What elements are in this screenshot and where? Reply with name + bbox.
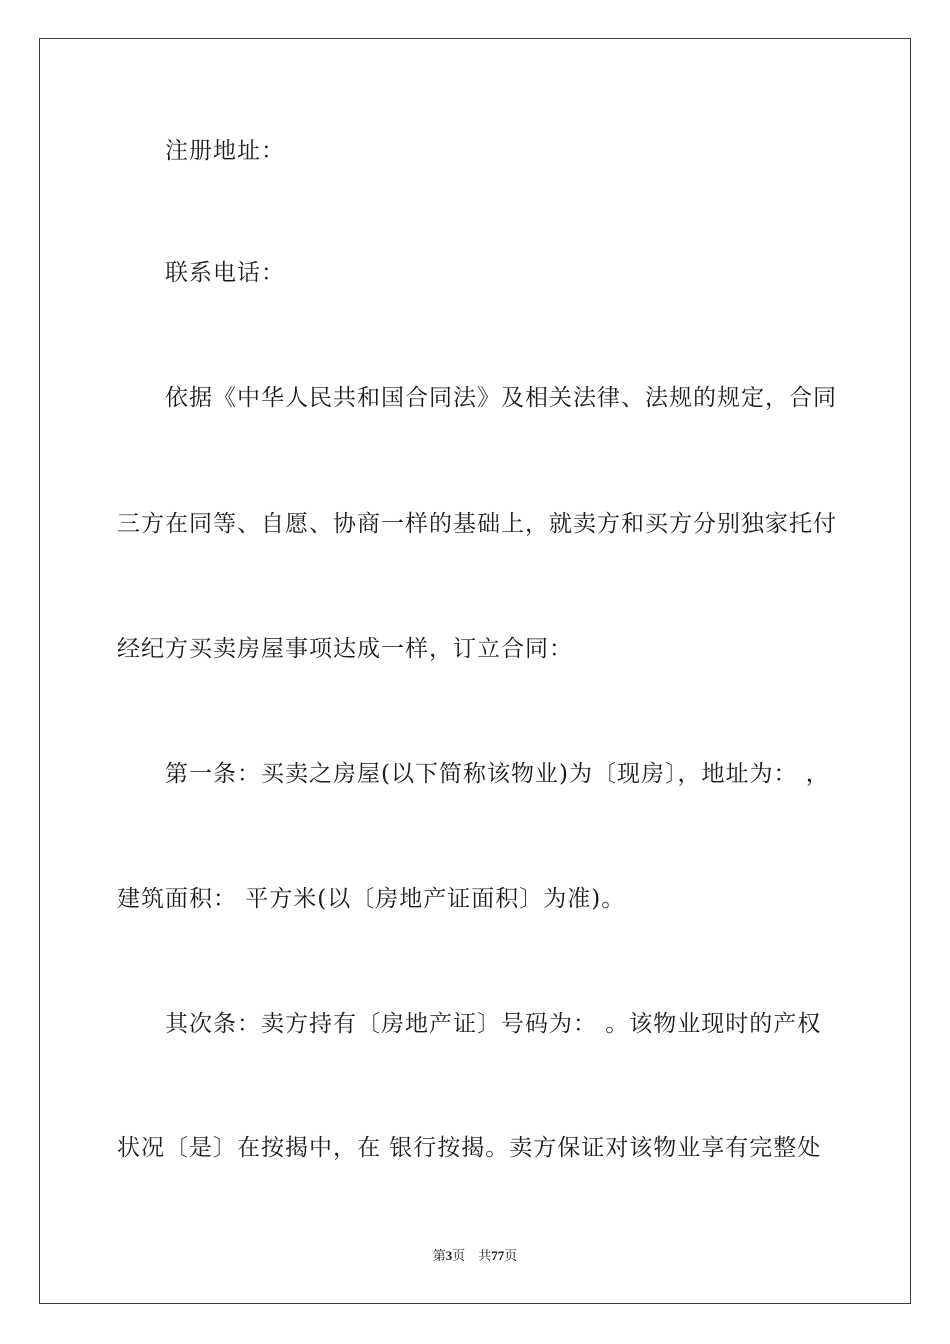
- paragraph-line: 三方在同等、自愿、协商一样的基础上，就卖方和买方分别独家托付: [117, 511, 837, 537]
- registered-address-line: 注册地址：: [165, 138, 285, 164]
- paragraph-line: 经纪方买卖房屋事项达成一样，订立合同：: [117, 636, 573, 662]
- total-pages: 77: [491, 1248, 505, 1263]
- page-border: [39, 38, 911, 1304]
- paragraph-line: 状况〔是〕在按揭中，在 银行按揭。卖方保证对该物业享有完整处: [117, 1135, 822, 1161]
- page-prefix: 第: [432, 1248, 446, 1263]
- paragraph-line: 依据《中华人民共和国合同法》及相关法律、法规的规定，合同: [165, 385, 837, 411]
- contact-phone-line: 联系电话：: [165, 260, 285, 286]
- paragraph-line: 建筑面积： 平方米(以〔房地产证面积〕为准)。: [117, 886, 626, 912]
- total-prefix: 共: [478, 1248, 492, 1263]
- total-unit: 页: [504, 1248, 518, 1263]
- article-one-line: 第一条：买卖之房屋(以下简称该物业)为〔现房〕，地址为： ，: [165, 761, 830, 787]
- article-two-line: 其次条：卖方持有〔房地产证〕号码为： 。该物业现时的产权: [165, 1011, 822, 1037]
- page-number: 3: [445, 1248, 453, 1263]
- page-footer: [0, 1247, 950, 1265]
- page-unit: 页: [452, 1248, 466, 1263]
